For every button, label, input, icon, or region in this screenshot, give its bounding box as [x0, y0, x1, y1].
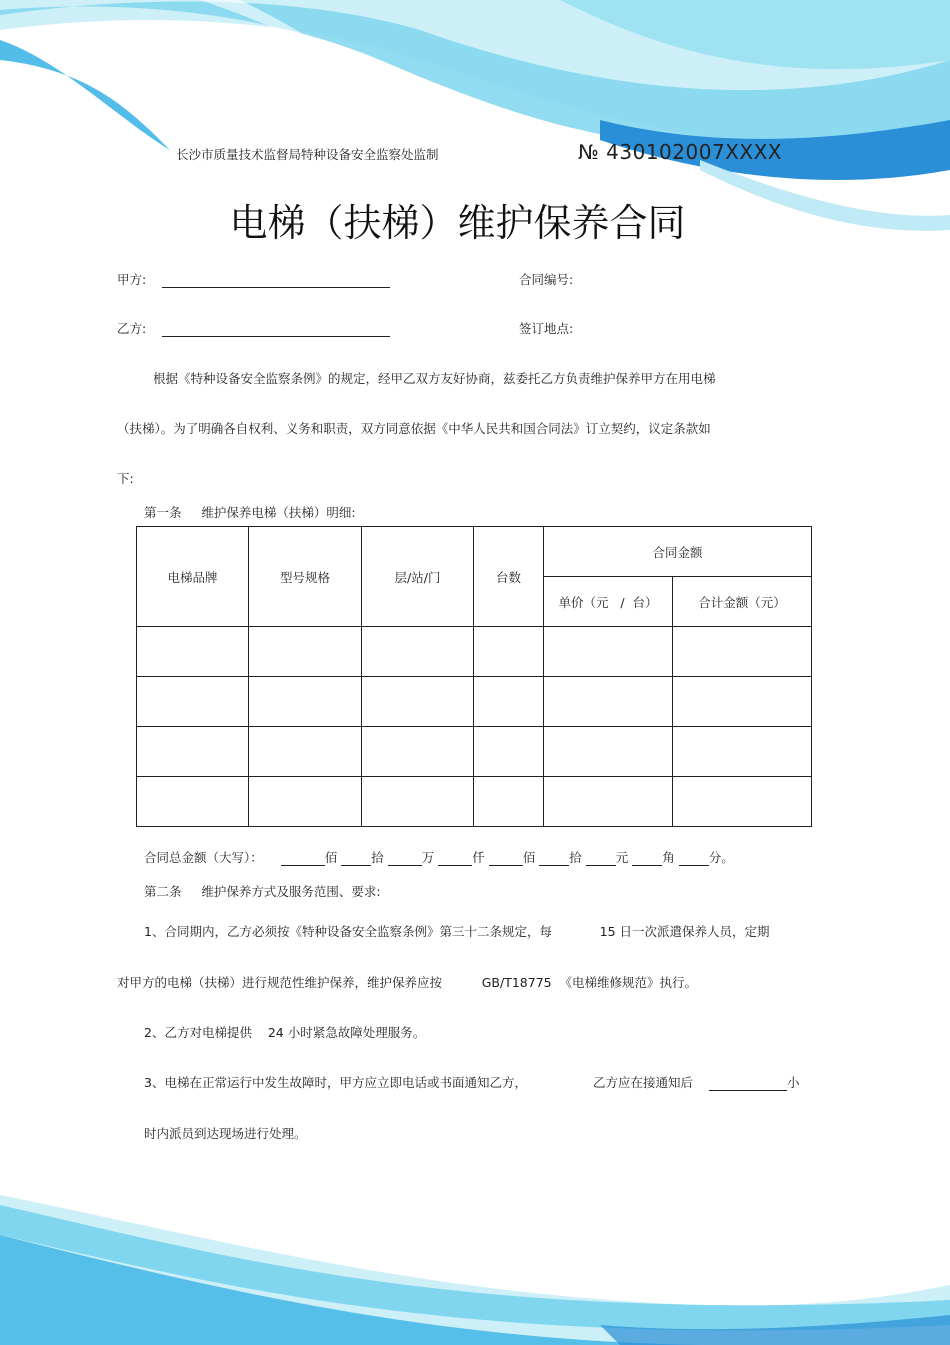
bottom-wave-decoration: [0, 1175, 950, 1345]
table-cell[interactable]: [362, 727, 474, 777]
article-2-item-2: 2、乙方对电梯提供 24 小时紧急故障处理服务。: [144, 1025, 426, 1040]
table-cell[interactable]: [474, 627, 544, 677]
table-cell[interactable]: [474, 727, 544, 777]
issuer-text: 长沙市质量技术监督局特种设备安全监察处监制: [176, 147, 439, 162]
article-2-heading: 第二条 维护保养方式及服务范围、要求:: [144, 884, 381, 899]
unit-label: 佰: [522, 850, 536, 865]
table-cell[interactable]: [137, 627, 249, 677]
unit-label: 角: [662, 850, 675, 865]
item-3-text-c: 小: [786, 1075, 800, 1090]
blank-field[interactable]: [539, 851, 569, 866]
elevator-detail-table: [136, 526, 812, 827]
header-floors: 层/站/门: [362, 527, 474, 627]
article-2-item-1-line-1: 1、合同期内，乙方必须按《特种设备安全监察条例》第三十二条规定，每 15 日一次派遣保养人员，定期: [144, 924, 770, 939]
sign-place-label: 签订地点:: [519, 321, 574, 336]
table-cell[interactable]: [362, 627, 474, 677]
table-cell[interactable]: [362, 677, 474, 727]
contract-no-label: 合同编号:: [519, 272, 574, 287]
table-row: [137, 627, 812, 677]
article-2-item-3-line-1: [144, 1073, 799, 1091]
header-model: 型号规格: [249, 527, 362, 627]
table-cell[interactable]: [249, 777, 362, 827]
blank-field[interactable]: [438, 851, 472, 866]
table-cell[interactable]: [673, 627, 812, 677]
table-cell[interactable]: [474, 777, 544, 827]
table-cell[interactable]: [137, 677, 249, 727]
blank-field[interactable]: [281, 851, 325, 866]
blank-field[interactable]: [586, 851, 616, 866]
intro-line-3: 下:: [117, 471, 134, 486]
unit-label: 拾: [569, 850, 582, 865]
table-cell[interactable]: [362, 777, 474, 827]
table-row: [137, 727, 812, 777]
table-cell[interactable]: [673, 777, 812, 827]
intro-line-1: 根据《特种设备安全监察条例》的规定，经甲乙双方友好协商，兹委托乙方负责维护保养甲方在用电梯: [153, 371, 716, 386]
table-cell[interactable]: [249, 727, 362, 777]
table-cell[interactable]: [544, 727, 673, 777]
header-brand: 电梯品牌: [137, 527, 249, 627]
table-cell[interactable]: [137, 727, 249, 777]
contract-serial-number: № 430102007XXXX: [578, 140, 782, 164]
table-cell[interactable]: [544, 777, 673, 827]
blank-field[interactable]: [632, 851, 662, 866]
blank-field[interactable]: [341, 851, 371, 866]
table-cell[interactable]: [544, 677, 673, 727]
party-a-label: 甲方:: [117, 272, 147, 287]
header-unit-price: 单价（元 / 台）: [544, 577, 673, 627]
item-3-text: 3、电梯在正常运行中发生故障时，甲方应立即电话或书面通知乙方，: [144, 1075, 527, 1090]
article-2-item-1-line-2: 对甲方的电梯（扶梯）进行规范性维护保养，维护保养应按 GB/T18775 《电梯维修规范》执行。: [117, 975, 698, 990]
unit-label: 拾: [371, 850, 384, 865]
item-3-text-b: 乙方应在接通知后: [592, 1075, 693, 1090]
intro-line-2: （扶梯）。为了明确各自权利、义务和职责，双方同意依据《中华人民共和国合同法》订立契约，议定条款如: [117, 421, 711, 436]
article-2-item-3-line-2: 时内派员到达现场进行处理。: [144, 1126, 307, 1141]
total-amount-label: 合同总金额（大写）：: [144, 850, 263, 865]
total-amount-row: [144, 848, 734, 866]
table-cell[interactable]: [474, 677, 544, 727]
article-1-heading: 第一条 维护保养电梯（扶梯）明细:: [144, 505, 356, 520]
header-total: 合计金额（元）: [673, 577, 812, 627]
page-title: 电梯（扶梯）维护保养合同: [229, 201, 686, 245]
table-cell[interactable]: [249, 677, 362, 727]
blank-field[interactable]: [489, 851, 523, 866]
unit-label: 元: [615, 850, 629, 865]
table-cell[interactable]: [137, 777, 249, 827]
party-b-row: [117, 319, 390, 337]
party-a-row: [117, 270, 390, 288]
party-b-label: 乙方:: [117, 321, 147, 336]
blank-field[interactable]: [388, 851, 422, 866]
table-cell[interactable]: [249, 627, 362, 677]
table-row: [137, 677, 812, 727]
hours-field[interactable]: [709, 1076, 787, 1091]
table-cell[interactable]: [544, 627, 673, 677]
table-row: [137, 777, 812, 827]
party-a-field[interactable]: [162, 273, 390, 288]
unit-label: 佰: [324, 850, 338, 865]
table-cell[interactable]: [673, 727, 812, 777]
party-b-field[interactable]: [162, 322, 390, 337]
unit-label: 仟: [472, 850, 485, 865]
header-count: 台数: [474, 527, 544, 627]
header-amount: 合同金额: [544, 527, 812, 577]
table-cell[interactable]: [673, 677, 812, 727]
blank-field[interactable]: [679, 851, 709, 866]
unit-label: 万: [421, 850, 435, 865]
unit-label: 分。: [708, 850, 734, 865]
